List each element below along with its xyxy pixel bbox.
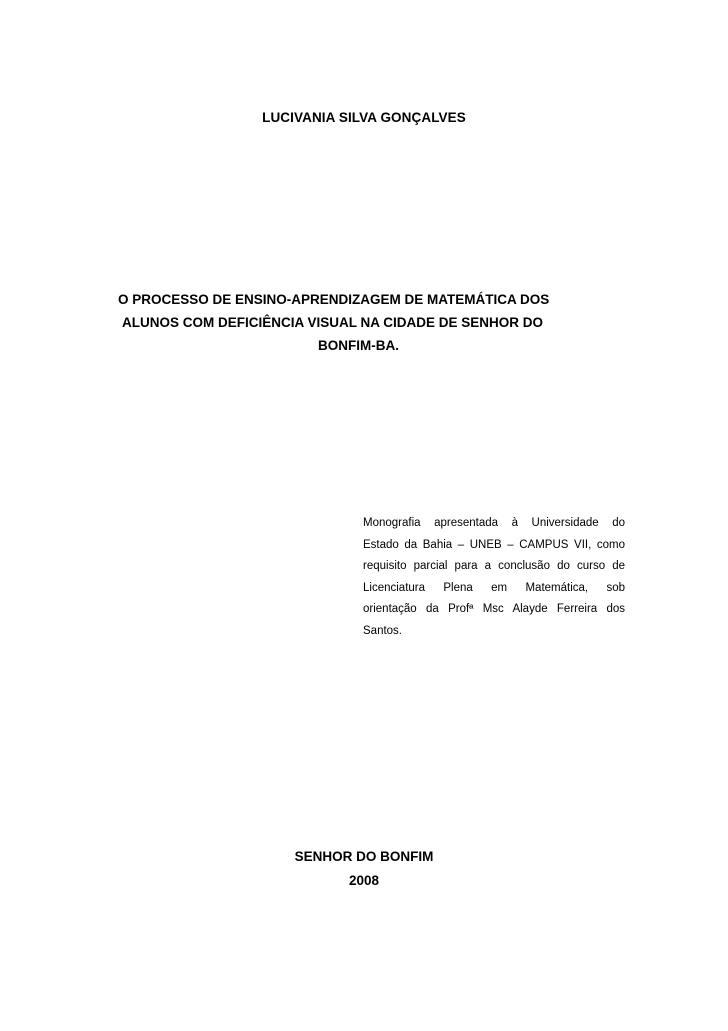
publication-year: 2008	[348, 873, 380, 888]
title-line: BONFIM-BA.	[318, 338, 399, 353]
document-title	[118, 288, 610, 357]
title-line: ALUNOS COM DEFICIÊNCIA VISUAL NA CIDADE DE SENHOR DO	[122, 315, 544, 330]
description-line: Estado da Bahia – UNEB – CAMPUS VII, como	[363, 538, 625, 551]
description-line: Licenciatura Plena em Matemática, sob	[363, 581, 625, 594]
title-line: O PROCESSO DE ENSINO-APRENDIZAGEM DE MATEMÁTICA DOS	[118, 292, 550, 307]
description-line: orientação da Profª Msc Alayde Ferreira dos	[363, 603, 625, 615]
description-line: Santos.	[363, 624, 402, 637]
description-line: requisito parcial para a conclusão do curso de	[363, 560, 625, 572]
monograph-description	[363, 513, 625, 642]
author-name: LUCIVANIA SILVA GONÇALVES	[262, 110, 466, 125]
city-name: SENHOR DO BONFIM	[294, 849, 434, 864]
description-line: Monografia apresentada à Universidade do	[363, 517, 625, 529]
